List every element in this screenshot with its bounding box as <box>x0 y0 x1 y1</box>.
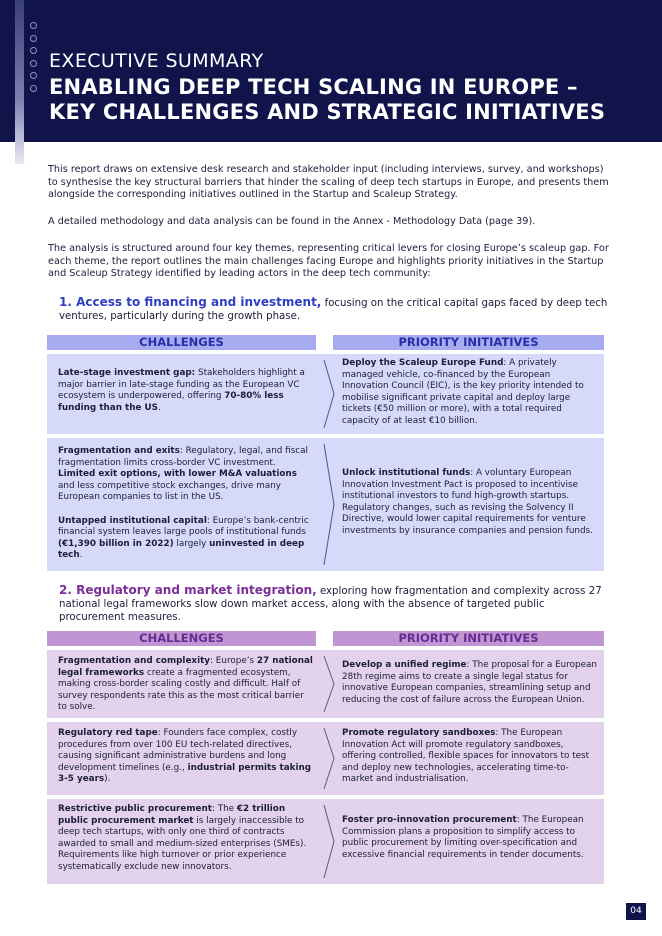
theme-1-title: 1. Access to financing and investment, <box>59 295 322 309</box>
title-line-2: KEY CHALLENGES AND STRATEGIC INITIATIVES <box>49 100 606 124</box>
challenge-text: : Europe’s bank-centric financial system leaves large pools of institutional funds <box>58 515 309 538</box>
arrow-separator-icon <box>322 656 336 712</box>
theme-2-priority-header: PRIORITY INITIATIVES <box>333 631 604 646</box>
decorative-stripe <box>15 0 24 164</box>
challenge-text: largely <box>176 538 207 549</box>
priority-text: : The European Commission plans a proposition to simplify access to public procurement by limiting over-specification and excessive financial requirements in tender documents. <box>342 815 584 860</box>
priority-label: Develop a unified regime <box>342 660 467 670</box>
arrow-separator-icon <box>322 728 336 789</box>
priority-cell <box>342 358 597 428</box>
challenge-highlight: Limited exit options, with lower M&A valuations <box>58 469 297 480</box>
priority-text: : The proposal for a European 28th regime aims to create a single legal status for innovative European companies, streamlining setup and reducing the cost of failure across the European Union. <box>342 660 597 705</box>
theme-2-challenges-header: CHALLENGES <box>47 631 316 646</box>
theme-2-description: exploring how fragmentation and complexity across 27 national legal frameworks slow down market access, along with the absence of targeted public procurement measures. <box>59 586 602 623</box>
challenge-text-end: . <box>158 402 161 413</box>
priority-label: Deploy the Scaleup Europe Fund <box>342 358 504 368</box>
challenge-highlight: 27 national legal frameworks <box>58 656 313 678</box>
challenge-highlight: 70-80% less funding than the US <box>58 391 284 413</box>
priority-label: Foster pro-innovation procurement <box>342 815 517 825</box>
challenge-highlight: €2 trillion public procurement market <box>58 804 286 826</box>
priority-text: : The European Innovation Act will promote regulatory sandboxes, offering controlled, flexible spaces for innovators to test and deploy new technologies, accelerating time-to-market and industrialisation. <box>342 728 590 785</box>
header-banner <box>0 0 662 142</box>
challenge-label: Fragmentation and exits <box>58 446 180 456</box>
priority-cell <box>342 728 597 786</box>
challenge-text-end: ). <box>104 774 111 785</box>
arrow-separator-icon <box>322 444 336 565</box>
challenge-cell <box>58 656 313 714</box>
theme-2-row-2 <box>47 722 604 795</box>
intro-paragraph-2: A detailed methodology and data analysis can be found in the Annex - Methodology Data (page 39). <box>48 216 536 227</box>
theme-1-row-1 <box>47 354 604 434</box>
priority-cell <box>342 660 597 706</box>
theme-2-title: 2. Regulatory and market integration, <box>59 583 317 597</box>
arrow-separator-icon <box>322 360 336 428</box>
challenge-text: : Regulatory, legal, and fiscal fragmentation limits cross-border VC investment. <box>58 446 308 468</box>
theme-1-description: focusing on the critical capital gaps faced by deep tech ventures, particularly during the growth phase. <box>59 298 608 322</box>
theme-1-priority-header: PRIORITY INITIATIVES <box>333 335 604 350</box>
priority-cell <box>342 468 597 538</box>
challenge-highlight: industrial permits taking 3-5 years <box>58 762 312 785</box>
challenge-text: and less competitive stock exchanges, drive many European companies to list in the US. <box>58 480 281 503</box>
page-number: 04 <box>626 903 646 920</box>
challenge-label: Regulatory red tape <box>58 728 158 738</box>
section-kicker: EXECUTIVE SUMMARY <box>49 50 264 72</box>
challenge-text: Stakeholders highlight a major barrier in late-stage funding as the European VC ecosystem is underpowered, offering <box>58 368 305 402</box>
challenge-text-end: . <box>79 550 83 561</box>
challenge-cell <box>58 728 313 786</box>
challenge-label: Untapped institutional capital <box>58 515 207 526</box>
challenge-text: : Europe’s <box>210 656 255 666</box>
challenge-label: Restrictive public procurement <box>58 804 212 814</box>
title-line-1: ENABLING DEEP TECH SCALING IN EUROPE – <box>49 75 578 99</box>
priority-label: Promote regulatory sandboxes <box>342 728 496 738</box>
challenge-text: : The <box>211 804 235 814</box>
intro-paragraph-1: This report draws on extensive desk research and stakeholder input (including interviews, survey, and workshops) to synthesise the key structural barriers that hinder the scaling of deep tech startups in Europe, and presents them alongside the corresponding initiatives outlined in the Startup and Scaleup Strategy. <box>48 164 609 201</box>
challenge-label: Fragmentation and complexity <box>58 656 211 666</box>
challenge-paragraph <box>58 516 313 562</box>
challenge-cell <box>58 804 313 874</box>
priority-text: : A voluntary European Innovation Investment Pact is proposed to incentivise institutional investors to fund high-growth startups. Regulatory changes, such as revising the Solvency II Directive, would lower capital requirements for venture investments by insurance companies and pension funds. <box>342 468 593 536</box>
challenge-text: is largely inaccessible to deep tech startups, with only one third of contracts awarded to small and medium-sized enterprises (SMEs). Requirements like high turnover or prior experience systematically exclude new innovators. <box>58 815 307 872</box>
theme-1-row-2 <box>47 438 604 571</box>
challenge-cell <box>58 446 313 562</box>
priority-label: Unlock institutional funds <box>342 468 471 478</box>
challenge-paragraph <box>58 446 313 504</box>
priority-cell <box>342 815 597 861</box>
theme-2-heading <box>59 584 611 624</box>
theme-2-row-3 <box>47 799 604 884</box>
theme-2-row-1 <box>47 650 604 718</box>
theme-1-heading <box>59 296 611 323</box>
challenge-highlight: uninvested in deep tech <box>58 538 305 561</box>
arrow-separator-icon <box>322 805 336 878</box>
theme-1-challenges-header: CHALLENGES <box>47 335 316 350</box>
challenge-cell <box>58 368 313 414</box>
challenge-text: : Founders face complex, costly procedures from over 100 EU tech-related directives, causing significant administrative burdens and long development timelines (e.g., <box>58 728 298 773</box>
challenge-text: create a fragmented ecosystem, making cross-border scaling costly and difficult. Half of survey respondents rate this as the most critical barrier to solve. <box>58 667 304 713</box>
priority-text: : A privately managed vehicle, co-financed by the European Innovation Council (EIC), is the key priority intended to mobilise significant private capital and deploy large tickets (€50 million or more), with a total required capacity of at least €10 billion. <box>342 358 584 426</box>
intro-paragraph-3: The analysis is structured around four key themes, representing critical levers for closing Europe’s scaleup gap. For each theme, the report outlines the main challenges facing Europe and highlights priority initiatives in the Startup and Scaleup Strategy identified by leading actors in the deep tech community: <box>48 243 609 280</box>
page-title <box>49 75 605 125</box>
decorative-dots <box>30 22 37 97</box>
challenge-highlight: (€1,390 billion in 2022) <box>58 538 174 549</box>
challenge-label: Late-stage investment gap: <box>58 368 196 378</box>
